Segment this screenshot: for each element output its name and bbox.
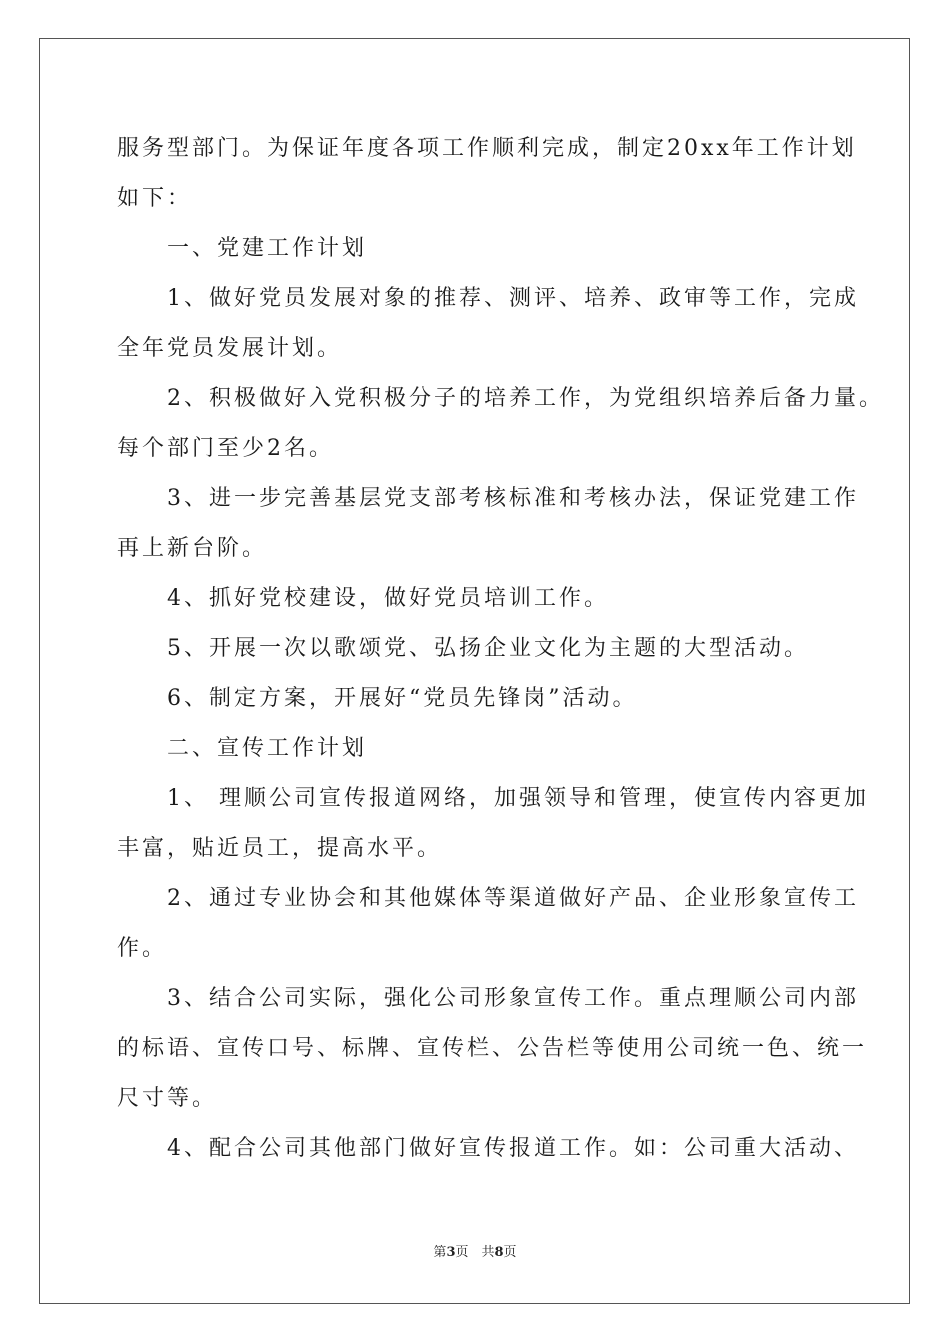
text-line: 丰富，贴近员工，提高水平。 <box>117 836 443 861</box>
text-line: 4、配合公司其他部门做好宣传报道工作。如：公司重大活动、 <box>117 1136 859 1161</box>
text-line: 再上新台阶。 <box>117 536 268 561</box>
text-line: 5、开展一次以歌颂党、弘扬企业文化为主题的大型活动。 <box>117 636 809 661</box>
text-line: 尺寸等。 <box>117 1086 218 1111</box>
footer-page-number: 3 <box>446 1245 456 1260</box>
text-line: 服务型部门。为保证年度各项工作顺利完成，制定20xx年工作计划 <box>117 136 857 161</box>
text-line: 如下： <box>117 186 193 211</box>
section-heading: 一、党建工作计划 <box>117 236 368 261</box>
footer-prefix: 第 <box>433 1245 447 1260</box>
text-line: 3、进一步完善基层党支部考核标准和考核办法，保证党建工作 <box>117 486 859 511</box>
text-line: 全年党员发展计划。 <box>117 336 343 361</box>
text-line: 1、 理顺公司宣传报道网络，加强领导和管理，使宣传内容更加 <box>117 786 869 811</box>
footer-total-suffix: 页 <box>503 1245 517 1260</box>
text-line: 1、做好党员发展对象的推荐、测评、培养、政审等工作，完成 <box>117 286 859 311</box>
text-line: 6、制定方案，开展好“党员先锋岗”活动。 <box>117 686 638 711</box>
text-line: 2、通过专业协会和其他媒体等渠道做好产品、企业形象宣传工 <box>117 886 859 911</box>
footer-total-pages: 8 <box>494 1245 504 1260</box>
page-footer <box>0 1244 950 1262</box>
text-line: 每个部门至少2名。 <box>117 436 334 461</box>
text-line: 4、抓好党校建设，做好党员培训工作。 <box>117 586 609 611</box>
text-line: 2、积极做好入党积极分子的培养工作，为党组织培养后备力量。 <box>117 386 884 411</box>
text-line: 的标语、宣传口号、标牌、宣传栏、公告栏等使用公司统一色、统一 <box>117 1036 868 1061</box>
section-heading: 二、宣传工作计划 <box>117 736 368 761</box>
text-line: 3、结合公司实际，强化公司形象宣传工作。重点理顺公司内部 <box>117 986 859 1011</box>
text-line: 作。 <box>117 936 168 961</box>
footer-page-suffix: 页 共 <box>455 1245 495 1260</box>
page-border <box>39 38 910 1304</box>
